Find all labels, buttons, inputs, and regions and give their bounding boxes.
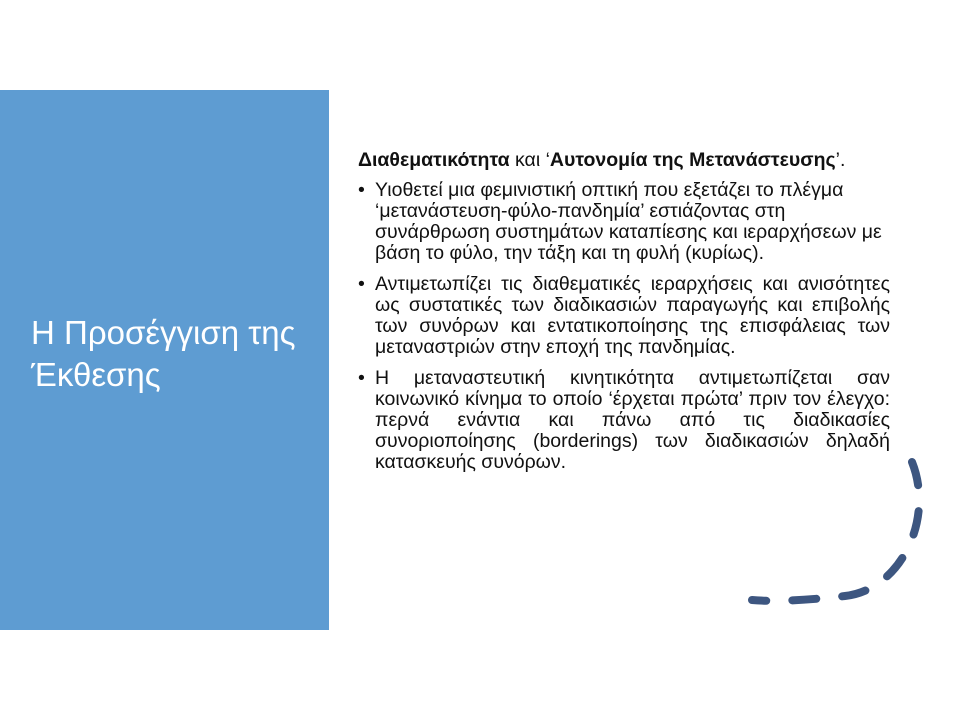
bullet-text: Υιοθετεί μια φεμινιστική οπτική που εξετάζει το πλέγμα ‘μετανάστευση-φύλο-πανδημία’ εστιάζοντας στη συνάρθρωση συστημάτων καταπίεσης και ιεραρχήσεων με βάση το φύλο, την τάξη και τη φυλή (κυρίως). [375,179,882,264]
bullet-list [358,180,890,473]
bullet-item [358,368,890,473]
lead-end: ’. [835,149,846,171]
bullet-marker: • [358,367,365,389]
bullet-marker: • [358,273,365,295]
lead-term-intersectionality: Διαθεματικότητα [358,149,510,171]
bullet-marker: • [358,179,365,201]
bullet-item [358,180,890,264]
bullet-text: Αντιμετωπίζει τις διαθεματικές ιεραρχήσεις και ανισότητες ως συστατικές των διαδικασιών παραγωγής και επιβολής των συνόρων και εντατικοποίησης της επισφάλειας των μεταναστριών στην εποχή της πανδημίας. [375,273,890,358]
bullet-text: Η μεταναστευτική κινητικότητα αντιμετωπίζεται σαν κοινωνικό κίνημα το οποίο ‘έρχεται πρώτα’ πριν τον έλεγχο: περνά ενάντια και πάνω από τις διαδικασίες συνοριοποίησης (borderings) των διαδικασιών δηλαδή κατασκευής συνόρων. [375,367,890,473]
lead-term-autonomy: Αυτονομία της Μετανάστευσης [549,149,836,171]
slide-title: Η Προσέγγιση της Έκθεσης [31,314,296,393]
bullet-item [358,274,890,358]
lead-connector: και ‘ [509,149,550,171]
lead-line [358,150,890,171]
slide-body [358,150,890,483]
